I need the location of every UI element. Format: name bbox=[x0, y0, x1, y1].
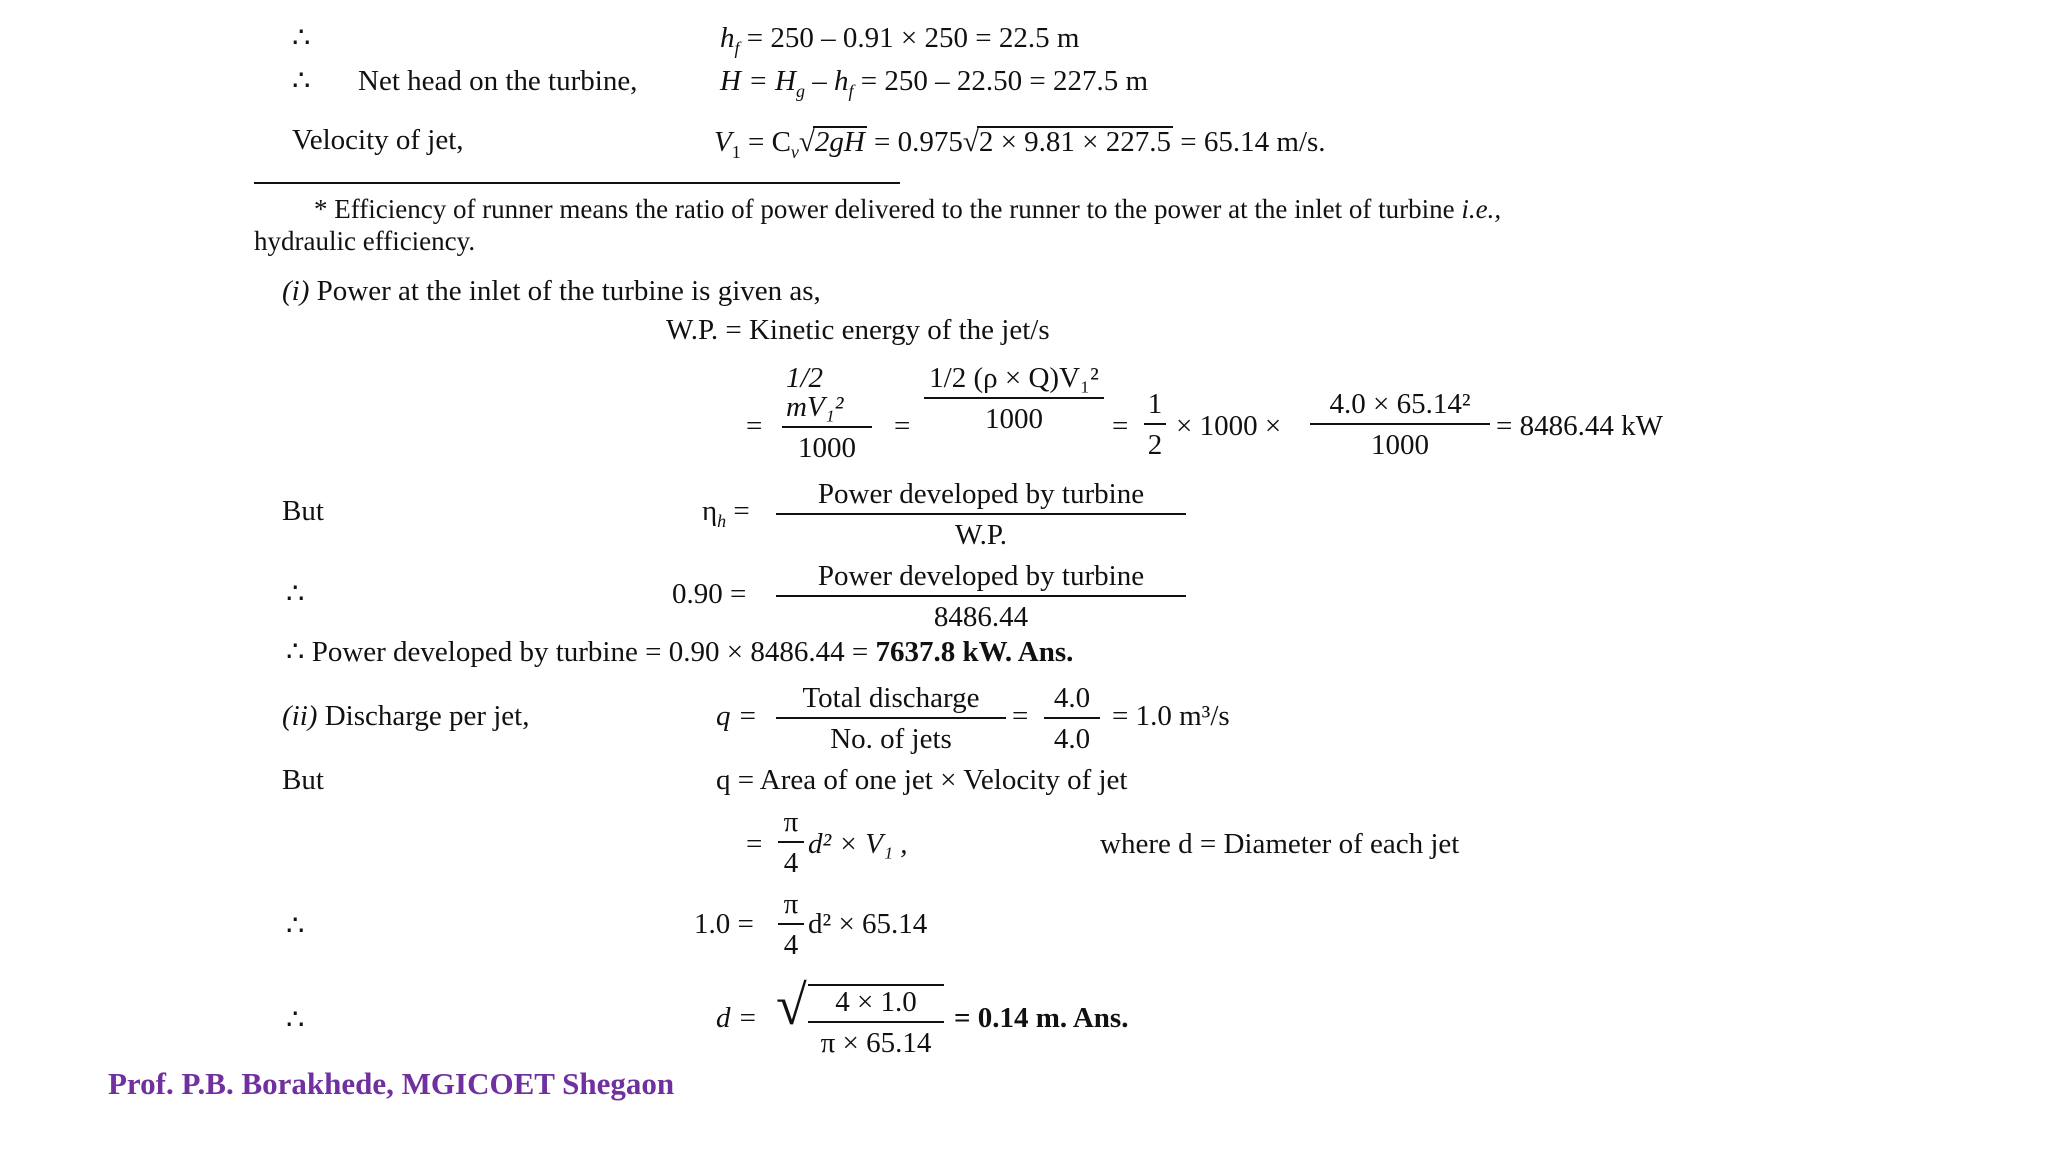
efficiency-fraction-2 bbox=[776, 562, 1186, 632]
fraction-half-mv2 bbox=[782, 364, 872, 463]
footnote-ie: i.e., bbox=[1461, 194, 1502, 224]
diameter-answer: = 0.14 m. Ans. bbox=[954, 1002, 1129, 1034]
part2-number: (ii) bbox=[282, 700, 318, 732]
four: 4 bbox=[783, 929, 799, 961]
fraction-one-half bbox=[1144, 390, 1166, 460]
efficiency-fraction bbox=[776, 480, 1186, 550]
fraction-denominator: 4.0 bbox=[1053, 723, 1091, 755]
v1-symbol: V bbox=[714, 126, 732, 158]
pi-symbol: π bbox=[783, 888, 799, 920]
discharge-result: = 1.0 m³/s bbox=[1112, 700, 1230, 732]
but-label: But bbox=[282, 495, 324, 527]
radical-sign: √ bbox=[798, 126, 815, 158]
wp-result: = 8486.44 kW bbox=[1496, 410, 1663, 442]
sqrt-values: 2 × 9.81 × 227.5 bbox=[978, 126, 1172, 158]
therefore-symbol: ∴ bbox=[286, 1004, 305, 1036]
part1-intro bbox=[282, 277, 821, 306]
but-label: But bbox=[282, 764, 324, 796]
footnote-line-2: hydraulic efficiency. bbox=[254, 226, 476, 256]
where-d-note: where d = Diameter of each jet bbox=[1100, 828, 1460, 860]
sub-f: f bbox=[848, 80, 854, 101]
four: 4 bbox=[783, 847, 799, 879]
net-head-label: Net head on the turbine, bbox=[358, 65, 638, 97]
velocity-label: Velocity of jet, bbox=[292, 124, 464, 156]
fraction-denominator: 1000 bbox=[985, 403, 1043, 435]
pi-over-4 bbox=[778, 890, 804, 960]
fraction-numerator: Total discharge bbox=[802, 682, 980, 714]
d-lhs: d = bbox=[716, 1002, 758, 1034]
hf-subscript: f bbox=[734, 37, 740, 58]
eta-h-lhs bbox=[702, 497, 750, 530]
fraction-numerator: 1/2 (ρ × Q)V₁² bbox=[929, 362, 1099, 394]
fraction-denominator: W.P. bbox=[954, 519, 1008, 551]
v1-subscript: 1 bbox=[731, 141, 741, 162]
sub-g: g bbox=[795, 80, 805, 101]
q-lhs: q = bbox=[716, 700, 758, 732]
hf-symbol: h bbox=[720, 22, 735, 54]
power-answer: 7637.8 kW. Ans. bbox=[875, 636, 1074, 668]
fraction-numerator: 1 bbox=[1147, 388, 1163, 420]
sqrt-fraction bbox=[808, 984, 944, 1058]
fraction-numerator: Power developed by turbine bbox=[817, 478, 1145, 510]
author-footer: Prof. P.B. Borakhede, MGICOET Shegaon bbox=[108, 1066, 675, 1101]
fraction-numerator: 4.0 × 65.14² bbox=[1329, 388, 1471, 420]
eta-equals: = bbox=[726, 495, 750, 527]
net-head-equation bbox=[720, 67, 1148, 100]
net-head-part-c: = 250 – 22.50 = 227.5 m bbox=[853, 65, 1149, 97]
fraction-denominator: No. of jets bbox=[830, 723, 952, 755]
d2-65: d² × 65.14 bbox=[808, 908, 928, 940]
part2-label bbox=[282, 702, 530, 731]
part1-number: (i) bbox=[282, 275, 310, 307]
efficiency-value: 0.90 = bbox=[672, 578, 747, 610]
radical-sign: √ bbox=[776, 975, 807, 1037]
cv-subscript: v bbox=[790, 141, 799, 162]
velocity-result: = 65.14 m/s. bbox=[1173, 126, 1326, 158]
equals-sign: = bbox=[894, 410, 911, 442]
fraction-denominator: 8486.44 bbox=[933, 601, 1029, 633]
fraction-ke-values bbox=[1310, 390, 1490, 460]
one-equals: 1.0 = bbox=[694, 908, 754, 940]
equals-sign: = bbox=[746, 410, 763, 442]
equals-sign: = bbox=[1112, 410, 1129, 442]
times-1000: × 1000 × bbox=[1176, 410, 1282, 442]
q-area-velocity: q = Area of one jet × Velocity of jet bbox=[716, 764, 1128, 796]
radical-sign: √ bbox=[962, 126, 979, 158]
fraction-numerator: Power developed by turbine bbox=[817, 560, 1145, 592]
pi-symbol: π bbox=[783, 806, 799, 838]
therefore-symbol: ∴ bbox=[286, 578, 305, 610]
fraction-numerator: 4.0 bbox=[1053, 682, 1091, 714]
eta-subscript: h bbox=[717, 510, 727, 531]
footnote-rule bbox=[254, 182, 900, 184]
coef-part: = 0.975 bbox=[866, 126, 963, 158]
fraction-denominator: 2 bbox=[1147, 429, 1163, 461]
fraction-numerator: 1/2 mV₁² bbox=[786, 362, 844, 423]
fraction-half-rhoq bbox=[924, 364, 1104, 434]
eta-symbol: η bbox=[702, 495, 718, 527]
discharge-fraction bbox=[776, 684, 1006, 754]
fraction-denominator: 1000 bbox=[798, 432, 856, 464]
footnote-line-1 bbox=[314, 196, 1501, 223]
d2-v1: d² × V₁ , bbox=[808, 828, 908, 860]
equals-sign: = bbox=[1012, 700, 1029, 732]
therefore-symbol: ∴ bbox=[292, 22, 311, 54]
net-head-part-a: H = H bbox=[720, 65, 796, 97]
power-developed-line bbox=[286, 638, 1073, 667]
hf-value: = 250 – 0.91 × 250 = 22.5 m bbox=[739, 22, 1080, 54]
pi-over-4 bbox=[778, 808, 804, 878]
cv-part: = C bbox=[740, 126, 791, 158]
part2-label-text: Discharge per jet, bbox=[317, 700, 530, 732]
fraction-numerator: 4 × 1.0 bbox=[835, 986, 917, 1018]
part1-intro-text: Power at the inlet of the turbine is given as, bbox=[309, 275, 821, 307]
velocity-equation bbox=[714, 126, 1326, 161]
therefore-symbol: ∴ bbox=[286, 910, 305, 942]
net-head-part-b: – h bbox=[804, 65, 849, 97]
fraction-denominator: π × 65.14 bbox=[820, 1027, 932, 1059]
water-power-line: W.P. = Kinetic energy of the jet/s bbox=[666, 314, 1050, 346]
power-developed-text: ∴ Power developed by turbine = 0.90 × 8486.44 = bbox=[286, 636, 876, 668]
footnote-text: * Efficiency of runner means the ratio of power delivered to the runner to the power at the inlet of turbine bbox=[314, 194, 1455, 224]
therefore-symbol: ∴ bbox=[292, 65, 311, 97]
fraction-denominator: 1000 bbox=[1371, 429, 1429, 461]
sqrt-2gh: 2gH bbox=[814, 126, 865, 158]
head-loss-equation bbox=[720, 24, 1079, 57]
equals-sign: = bbox=[746, 828, 763, 860]
discharge-values-fraction bbox=[1044, 684, 1100, 754]
